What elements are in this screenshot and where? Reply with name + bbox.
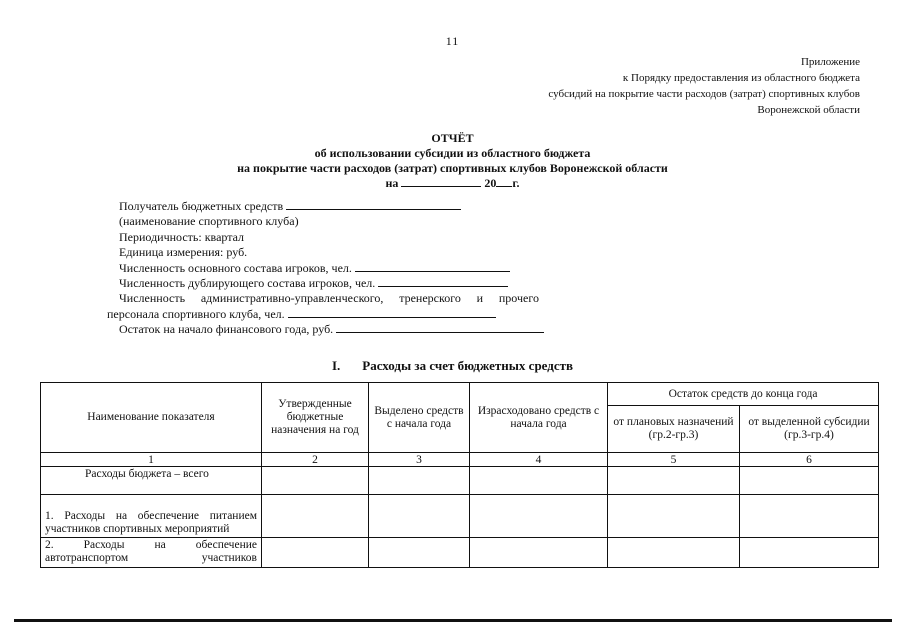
field-backup-players: [107, 276, 577, 291]
header-approved: Утвержденные бюджетные назначения на год: [262, 383, 369, 453]
section-number: I.: [331, 358, 341, 373]
table-cell[interactable]: [262, 538, 369, 568]
header-from-allocated: от выделенной субсидии (гр.3-гр.4): [740, 406, 879, 453]
field-label: Численность основного состава игроков, чел.: [119, 260, 352, 275]
table-header-row: [41, 383, 879, 406]
field-word: Численность: [119, 291, 186, 306]
header-allocated: Выделено средств с начала года: [369, 383, 470, 453]
field-staff-cont: [107, 307, 577, 322]
table-cell[interactable]: [470, 495, 608, 538]
field-staff: [107, 291, 539, 306]
table-cell[interactable]: [740, 495, 879, 538]
date-year: 20: [484, 176, 497, 190]
field-balance: [107, 322, 577, 337]
appendix-line: к Порядку предоставления из областного бюджета: [622, 72, 860, 84]
field-label: Численность дублирующего состава игроков, чел.: [119, 276, 376, 291]
column-number: 1: [41, 453, 262, 467]
table-cell[interactable]: [470, 467, 608, 495]
field-blank: [355, 261, 510, 272]
header-spent: Израсходовано средств с начала года: [470, 383, 608, 453]
column-number: 2: [262, 453, 369, 467]
title-heading: ОТЧЁТ: [431, 131, 474, 145]
header-from-planned: от плановых назначений (гр.2-гр.3): [608, 406, 740, 453]
appendix-note: [548, 54, 860, 118]
row-label: Расходы бюджета – всего: [41, 467, 262, 495]
header-balance-group: Остаток средств до конца года: [608, 383, 879, 406]
header-name: Наименование показателя: [41, 383, 262, 453]
field-word: тренерского: [399, 291, 461, 306]
field-label: Получатель бюджетных средств: [119, 199, 284, 213]
table-cell[interactable]: [608, 538, 740, 568]
column-number: 4: [470, 453, 608, 467]
table-row: [41, 538, 879, 568]
date-suffix: г.: [512, 176, 520, 190]
table-row: [41, 467, 879, 495]
year-blank: [496, 176, 512, 187]
field-word: прочего: [498, 291, 539, 306]
page-bottom-rule: [14, 619, 892, 622]
field-blank: [378, 276, 508, 287]
column-number: 6: [740, 453, 879, 467]
field-blank: [288, 307, 496, 318]
page-number: 11: [445, 34, 460, 48]
date-blank: [401, 176, 481, 187]
row-label: 2. Расходы на обеспечение автотранспортом участников: [41, 538, 262, 568]
table-cell[interactable]: [369, 467, 470, 495]
table-cell[interactable]: [608, 467, 740, 495]
section-title: Расходы за счет бюджетных средств: [362, 358, 574, 373]
column-number: 3: [369, 453, 470, 467]
field-word: административно-управленческого,: [200, 291, 384, 306]
field-blank: [286, 199, 461, 210]
report-fields: [107, 199, 577, 338]
column-number-row: [41, 453, 879, 467]
field-periodicity: Периодичность: квартал: [119, 229, 245, 244]
appendix-line: Воронежской области: [757, 104, 860, 116]
field-word: и: [476, 291, 484, 306]
expenses-table: [40, 382, 879, 568]
title-subtitle: об использовании субсидии из областного бюджета: [314, 146, 591, 160]
title-date-line: [0, 176, 905, 191]
table-cell[interactable]: [262, 467, 369, 495]
table-cell[interactable]: [369, 538, 470, 568]
date-prefix: на: [385, 176, 399, 190]
table-cell[interactable]: [369, 495, 470, 538]
table-cell[interactable]: [740, 467, 879, 495]
field-recipient: [107, 199, 577, 214]
section-heading: [0, 358, 905, 374]
table-cell[interactable]: [262, 495, 369, 538]
table-row: [41, 495, 879, 538]
table-cell[interactable]: [470, 538, 608, 568]
field-label: Остаток на начало финансового года, руб.: [119, 322, 334, 337]
title-subtitle: на покрытие части расходов (затрат) спортивных клубов Воронежской области: [237, 161, 668, 175]
field-recipient-note: (наименование спортивного клуба): [119, 214, 299, 229]
field-blank: [336, 322, 544, 333]
row-label: 1. Расходы на обеспечение питанием участников спортивных мероприятий: [41, 495, 262, 538]
table-cell[interactable]: [608, 495, 740, 538]
column-number: 5: [608, 453, 740, 467]
field-unit: Единица измерения: руб.: [119, 245, 248, 260]
field-main-players: [107, 261, 577, 276]
field-label: персонала спортивного клуба, чел.: [107, 306, 285, 321]
appendix-line: Приложение: [800, 56, 860, 68]
appendix-line: субсидий на покрытие части расходов (затрат) спортивных клубов: [548, 88, 860, 100]
table-cell[interactable]: [740, 538, 879, 568]
report-title: [0, 131, 905, 191]
